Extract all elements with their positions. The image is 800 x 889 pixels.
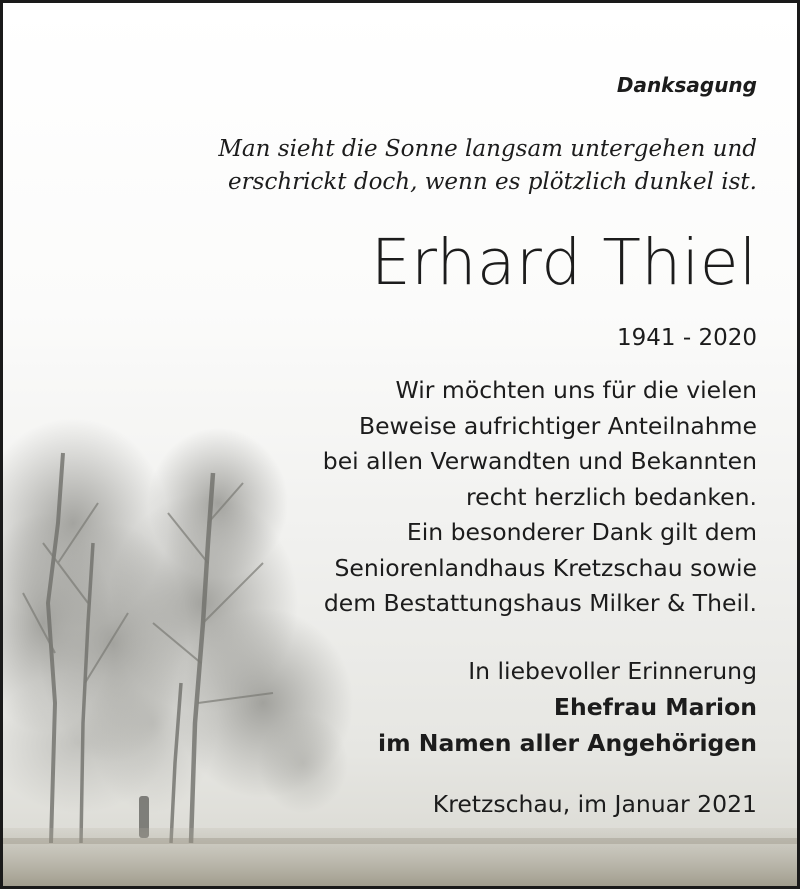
thanks-line: Wir möchten uns für die vielen xyxy=(395,376,757,404)
thanks-line: Beweise aufrichtiger Anteilnahme xyxy=(358,411,757,440)
field xyxy=(3,828,800,889)
thanks-text xyxy=(323,373,757,622)
thanks-line: dem Bestattungshaus Milker & Theil. xyxy=(323,589,757,617)
thanks-line: bei allen Verwandten und Bekannten xyxy=(322,447,757,475)
thanks-line: Ein besonderer Dank gilt dem xyxy=(406,518,757,546)
place-date: Kretzschau, im Januar 2021 xyxy=(432,790,757,818)
life-dates: 1941 - 2020 xyxy=(617,325,757,351)
quote xyxy=(218,133,757,199)
quote-line: erschrickt doch, wenn es plötzlich dunkel ist. xyxy=(228,169,757,195)
closing xyxy=(378,653,757,761)
family-signature: im Namen aller Angehörigen xyxy=(378,729,757,757)
quote-line: Man sieht die Sonne langsam untergehen und xyxy=(218,136,757,162)
deceased-name: Erhard Thiel xyxy=(370,226,757,299)
thanks-line: recht herzlich bedanken. xyxy=(466,482,757,511)
closing-intro: In liebevoller Erinnerung xyxy=(468,657,757,685)
thanks-line: Seniorenlandhaus Kretzschau sowie xyxy=(334,553,757,582)
signer: Ehefrau Marion xyxy=(553,693,757,721)
heading: Danksagung xyxy=(616,73,757,97)
